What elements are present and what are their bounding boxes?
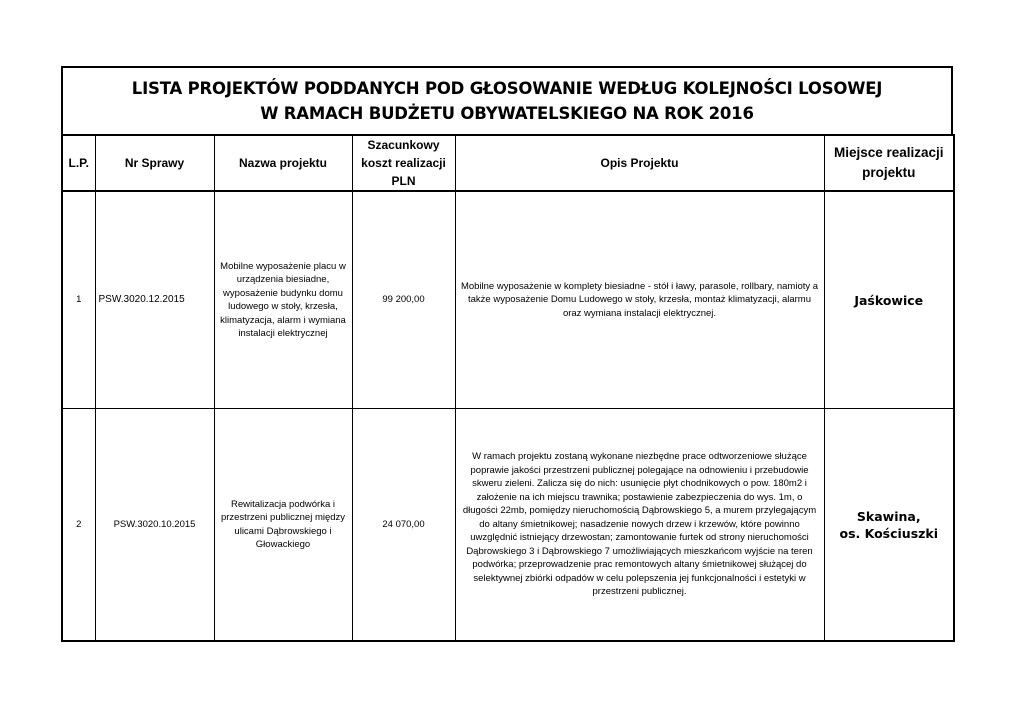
row-name: Mobilne wyposażenie placu w urządzenia biesiadne, wyposażenie budynku domu ludowego w stoły, krzesła, klimatyzacja, alarm i wymiana instalacji elektrycznej xyxy=(214,191,352,409)
row-name: Rewitalizacja podwórka i przestrzeni publicznej między ulicami Dąbrowskiego i Głowackiego xyxy=(214,409,352,642)
projects-table xyxy=(61,134,955,642)
row-place xyxy=(824,409,954,642)
row-cost: 24 070,00 xyxy=(352,409,455,642)
header-desc: Opis Projektu xyxy=(455,135,824,191)
header-row xyxy=(62,135,954,191)
row-place xyxy=(824,191,954,409)
row-lp: 1 xyxy=(62,191,95,409)
header-place: Miejsce realizacji projektu xyxy=(824,135,954,191)
row-cost: 99 200,00 xyxy=(352,191,455,409)
title-box xyxy=(61,66,953,134)
header-lp: L.P. xyxy=(62,135,95,191)
title-line-1: LISTA PROJEKTÓW PODDANYCH POD GŁOSOWANIE WEDŁUG KOLEJNOŚCI LOSOWEJ xyxy=(131,79,883,98)
row-place-line-2: os. Kościuszki xyxy=(839,525,939,541)
header-cost: Szacunkowy koszt realizacji PLN xyxy=(352,135,455,191)
row-nr: PSW.3020.10.2015 xyxy=(95,409,214,642)
table-row xyxy=(62,409,954,642)
row-nr: PSW.3020.12.2015 xyxy=(95,191,214,409)
row-place-line-1: Jaśkowice xyxy=(854,292,924,308)
document xyxy=(61,66,953,642)
row-place-line-1: Skawina, xyxy=(856,508,921,524)
table-row xyxy=(62,191,954,409)
title-line-2: W RAMACH BUDŻETU OBYWATELSKIEGO NA ROK 2016 xyxy=(260,104,754,123)
header-name: Nazwa projektu xyxy=(214,135,352,191)
header-nr: Nr Sprawy xyxy=(95,135,214,191)
row-lp: 2 xyxy=(62,409,95,642)
row-desc: W ramach projektu zostaną wykonane niezbędne prace odtworzeniowe służące poprawie jakości przestrzeni publicznej polegające na odnowieniu i przebudowie skweru zieleni. Zalicza się do nich: usunięcie płyt chodnikowych o pow. 180m2 i założenie na ich miejscu trawnika; postawienie zabezpieczenia do wys. 1m, o długości 22mb, pomiędzy nieruchomością Dąbrowskiego 5, a murem przylegającym do altany śmietnikowej; nasadzenie nowych drzew i krzewów, które powinno uwzględnić istniejący drzewostan; zamontowanie furtek od strony nieruchomości Dąbrowskiego 3 i Dąbrowskiego 7 umożliwiających mieszkańcom wyjście na teren podwórka; przeprowadzenie prac remontowych altany śmietnikowej służącej do selektywnej zbiórki odpadów w celu polepszenia jej funkcjonalności i estetyki w przestrzeni publicznej. xyxy=(455,409,824,642)
row-desc: Mobilne wyposażenie w komplety biesiadne - stół i ławy, parasole, rollbary, namioty a także wyposażenie Domu Ludowego w stoły, krzesła, montaż klimatyzacji, alarmu oraz wymiana instalacji elektrycznej. xyxy=(455,191,824,409)
